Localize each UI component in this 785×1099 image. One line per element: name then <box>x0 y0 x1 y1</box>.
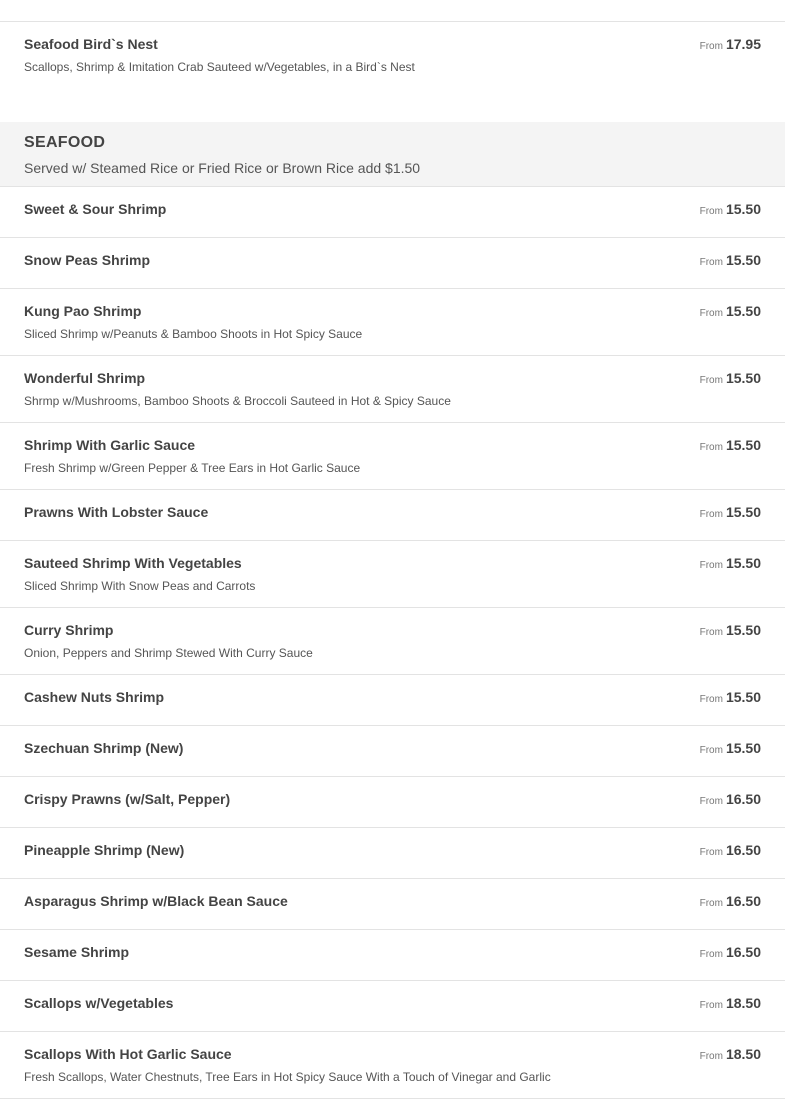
price-prefix: From <box>699 949 723 960</box>
menu-item[interactable] <box>0 726 785 777</box>
price-prefix: From <box>699 1051 723 1062</box>
item-description: Fresh Shrimp w/Green Pepper & Tree Ears in Hot Garlic Sauce <box>24 461 361 475</box>
price-amount: 15.50 <box>725 370 761 386</box>
item-price <box>700 893 761 909</box>
item-price <box>700 944 761 960</box>
price-amount: 15.50 <box>725 252 761 268</box>
item-name: Crispy Prawns (w/Salt, Pepper) <box>24 791 231 807</box>
menu-item[interactable] <box>0 981 785 1032</box>
item-name: Curry Shrimp <box>24 622 114 638</box>
price-amount: 15.50 <box>725 201 761 217</box>
price-prefix: From <box>699 308 723 319</box>
price-prefix: From <box>699 694 723 705</box>
menu-item[interactable] <box>0 356 785 423</box>
item-description: Onion, Peppers and Shrimp Stewed With Curry Sauce <box>24 646 313 660</box>
menu-item[interactable] <box>0 930 785 981</box>
menu-item[interactable] <box>0 675 785 726</box>
item-name: Scallops With Hot Garlic Sauce <box>24 1046 232 1062</box>
item-description: Scallops, Shrimp & Imitation Crab Sauteed w/Vegetables, in a Bird`s Nest <box>24 60 415 74</box>
item-price <box>700 201 761 217</box>
price-amount: 15.50 <box>725 437 761 453</box>
item-name: Wonderful Shrimp <box>24 370 146 386</box>
item-price <box>700 36 761 52</box>
price-amount: 16.50 <box>725 944 761 960</box>
menu-item[interactable] <box>0 187 785 238</box>
item-name: Szechuan Shrimp (New) <box>24 740 184 756</box>
price-prefix: From <box>699 898 723 909</box>
item-price <box>700 555 761 571</box>
item-price <box>700 303 761 319</box>
item-name: Shrimp With Garlic Sauce <box>24 437 196 453</box>
item-price <box>700 842 761 858</box>
item-price <box>700 504 761 520</box>
price-prefix: From <box>699 847 723 858</box>
item-description: Sliced Shrimp w/Peanuts & Bamboo Shoots in Hot Spicy Sauce <box>24 327 363 341</box>
price-prefix: From <box>699 206 723 217</box>
item-name: Sweet & Sour Shrimp <box>24 201 167 217</box>
item-name: Sauteed Shrimp With Vegetables <box>24 555 242 571</box>
item-price <box>700 437 761 453</box>
menu-item[interactable] <box>0 879 785 930</box>
menu-item[interactable] <box>0 777 785 828</box>
item-name: Cashew Nuts Shrimp <box>24 689 165 705</box>
price-prefix: From <box>699 796 723 807</box>
price-amount: 15.50 <box>725 555 761 571</box>
price-amount: 15.50 <box>725 504 761 520</box>
section-title: SEAFOOD <box>24 134 106 151</box>
menu-item[interactable] <box>0 22 785 122</box>
item-price <box>700 370 761 386</box>
price-prefix: From <box>699 442 723 453</box>
item-price <box>700 689 761 705</box>
menu-item[interactable] <box>0 828 785 879</box>
price-amount: 17.95 <box>725 36 761 52</box>
menu-item[interactable] <box>0 541 785 608</box>
price-prefix: From <box>699 375 723 386</box>
price-prefix: From <box>699 627 723 638</box>
item-price <box>700 995 761 1011</box>
menu-item[interactable] <box>0 289 785 356</box>
item-price <box>700 622 761 638</box>
item-price <box>700 791 761 807</box>
price-prefix: From <box>699 745 723 756</box>
seafood-items <box>0 187 785 1099</box>
price-prefix: From <box>699 41 723 52</box>
item-price <box>700 1046 761 1062</box>
price-amount: 15.50 <box>725 622 761 638</box>
price-amount: 16.50 <box>725 893 761 909</box>
price-amount: 15.50 <box>725 740 761 756</box>
item-name: Kung Pao Shrimp <box>24 303 142 319</box>
menu-item[interactable] <box>0 490 785 541</box>
price-prefix: From <box>699 509 723 520</box>
price-amount: 15.50 <box>725 689 761 705</box>
price-prefix: From <box>699 560 723 571</box>
item-description: Shrmp w/Mushrooms, Bamboo Shoots & Broccoli Sauteed in Hot & Spicy Sauce <box>24 394 451 408</box>
item-name: Pineapple Shrimp (New) <box>24 842 185 858</box>
menu-item[interactable] <box>0 608 785 675</box>
item-price <box>700 252 761 268</box>
item-name: Asparagus Shrimp w/Black Bean Sauce <box>24 893 288 909</box>
item-name: Sesame Shrimp <box>24 944 130 960</box>
price-amount: 18.50 <box>725 995 761 1011</box>
item-name: Scallops w/Vegetables <box>24 995 174 1011</box>
item-description: Sliced Shrimp With Snow Peas and Carrots <box>24 579 256 593</box>
price-amount: 15.50 <box>725 303 761 319</box>
item-name: Seafood Bird`s Nest <box>24 36 158 52</box>
price-prefix: From <box>699 257 723 268</box>
item-price <box>700 740 761 756</box>
section-note: Served w/ Steamed Rice or Fried Rice or Brown Rice add $1.50 <box>24 160 421 176</box>
menu-item[interactable] <box>0 0 785 22</box>
section-header-seafood <box>0 122 785 187</box>
menu-item[interactable] <box>0 1032 785 1099</box>
item-name: Snow Peas Shrimp <box>24 252 151 268</box>
price-amount: 18.50 <box>725 1046 761 1062</box>
price-amount: 16.50 <box>725 842 761 858</box>
price-prefix: From <box>699 1000 723 1011</box>
price-amount: 16.50 <box>725 791 761 807</box>
item-name: Prawns With Lobster Sauce <box>24 504 209 520</box>
menu-item[interactable] <box>0 423 785 490</box>
menu-item[interactable] <box>0 238 785 289</box>
item-description: Fresh Scallops, Water Chestnuts, Tree Ears in Hot Spicy Sauce With a Touch of Vinegar and Garlic <box>24 1070 551 1084</box>
